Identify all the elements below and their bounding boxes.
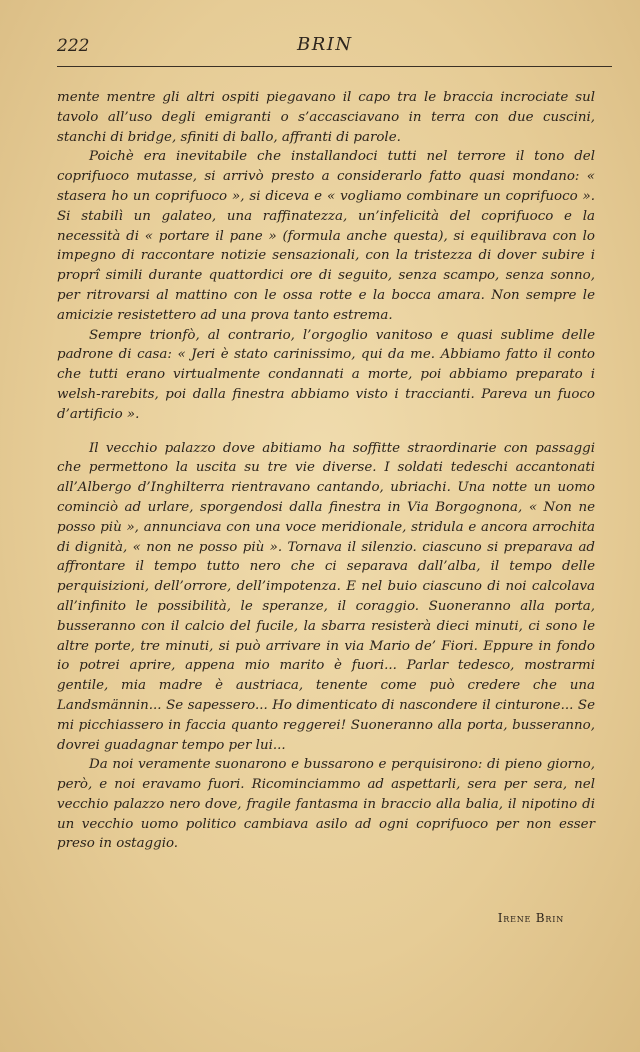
header-rule <box>57 66 612 67</box>
page-number: 222 <box>57 36 90 56</box>
paragraph: Da noi veramente suonarono e bussarono e perquisirono: di pieno giorno, però, e noi eravamo fuori. Ricominciammo ad aspettarli, sera per sera, nel vecchio palazzo nero dove, fragile fantasma in braccio alla balia, il nipotino di un vecchio uomo politico cambiava asilo ad ogni coprifuoco per non esser preso in ostaggio. <box>57 757 595 852</box>
running-title: BRIN <box>297 34 353 55</box>
body-text <box>57 88 595 854</box>
paragraph-continued: mente mentre gli altri ospiti piegavano il capo tra le braccia incrociate sul tavolo all’uso degli emigranti o s’accasciavano in terra con due cuscini, stanchi di bridge, sfiniti di ballo, affranti di parole. <box>57 90 595 145</box>
author-signature: Irene Brin <box>497 911 564 925</box>
running-head <box>57 36 612 62</box>
paragraph: Poichè era inevitabile che installandoci tutti nel terrore il tono del coprifuoco mutasse, si arrivò presto a considerarlo fatto quasi mondano: « stasera ho un coprifuoco », si diceva e « vogliamo combinare un coprifuoco ». Si stabilì un galateo, una raffinatezza, un’infelicità del coprifuoco e la necessità di « portare il pane » (formula anche questa), si equilibrava con lo impegno di raccontare notizie sensazionali, con la tristezza di dover subire i proprî simili durante quattordici ore di seguito, senza scampo, senza sonno, per ritrovarsi al mattino con le ossa rotte e la bocca amara. Non sempre le amicizie resistettero ad una prova tanto estrema. <box>57 149 595 323</box>
paragraph: Il vecchio palazzo dove abitiamo ha soffitte straordinarie con passaggi che permettono la uscita su tre vie diverse. I soldati tedeschi accantonati all’Albergo d’Inghilterra rientravano cantando, ubriachi. Una notte un uomo cominciò ad urlare, sporgendosi dalla finestra in Via Borgognona, « Non ne posso più », annunciava con una voce meridionale, stridula e ancora arrochita di dignità, « non ne posso più ». Tornava il silenzio. ciascuno si preparava ad affrontare il tempo tutto nero che ci separava dall’alba, il tempo delle perquisizioni, dell’orrore, dell’impotenza. E nel buio ciascuno di noi calcolava all’infinito le possibilità, le speranze, il coraggio. Suoneranno alla porta, busseranno con il calcio del fucile, la sbarra resisterà dieci minuti, ci sono le altre porte, tre minuti, si può arrivare in via Mario de’ Fiori. Eppure in fondo io potrei aprire, appena mio marito è fuori... Parlar tedesco, mostrarmi gentile, mia madre è austriaca, tenente come può credere che una Landsmännin... Se sapessero... Ho dimenticato di nascondere il cinturone... Se mi picchiassero in faccia quanto reggerei! Suoneranno alla porta, busseranno, dovrei guadagnar tempo per lui... <box>57 440 595 753</box>
paragraph: Sempre trionfò, al contrario, l’orgoglio vanitoso e quasi sublime delle padrone di casa: « Jeri è stato carinissimo, qui da me. Abbiamo fatto il conto che tutti erano virtualmente condannati a morte, poi abbiamo preparato i welsh-rarebits, poi dalla finestra abbiamo visto i traccianti. Pareva un fuoco d’artificio ». <box>57 327 595 422</box>
